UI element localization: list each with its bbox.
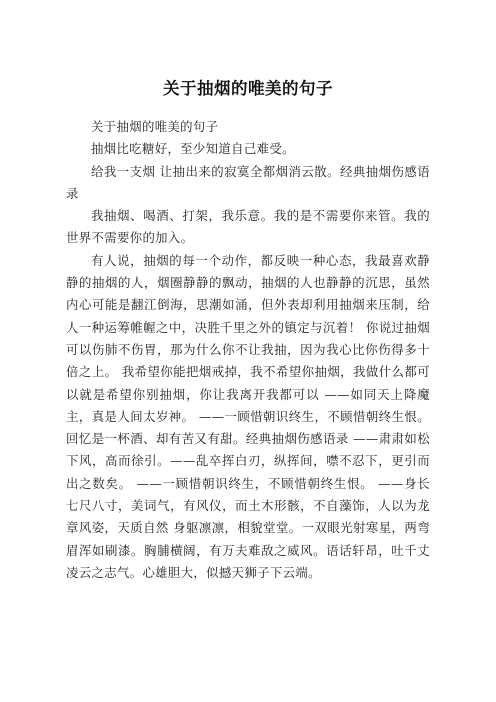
paragraph-5: 有人说，抽烟的每一个动作，都反映一种心态，我最喜欢静静的抽烟的人，烟圈静静的飘动，抽烟的人也静静的沉思，虽然内心可能是翻江倒海，思潮如涌，但外表却利用抽烟来压制，给人一种运筹帷幄之中，决胜千里之外的镇定与沉着！ 你说过抽烟可以伤肺不伤胃，那为什么你不让我抽，因为我心比你伤得多十倍之上。 我希望你能把烟戒掉，我不希望你抽烟，我做什么都可以就是希望你别抽烟，你让我离开我都可以 ——如同天上降魔主，真是人间太岁神。 ——一顾惜朝识终生，不顾惜朝终生恨。 回忆是一杯酒、却有苦又有甜。经典抽烟伤感语录 ——肃肃如松下风，高而徐引。——乱卒挥白刃，纵挥间，噤不忍下，更引而出之数矣。 ——一顾惜朝识终生，不顾惜朝终生恨。 ——身长七尺八寸，美词气，有风仪，而土木形骸，不自藻饰，人以为龙章风姿，天质自然 身躯凛凛，相貌堂堂。一双眼光射寒星，两弯眉浑如刷漆。胸脯横阔，有万夫难敌之威风。语话轩昂，吐千丈凌云之志气。心雄胆大，似撼天狮子下云端。 xyxy=(66,252,430,580)
paragraph-3: 给我一支烟 让抽出来的寂寞全都烟消云散。经典抽烟伤感语录 xyxy=(66,163,430,201)
paragraph-4: 我抽烟、喝酒、打架，我乐意。我的是不需要你来管。我的世界不需要你的加入。 xyxy=(66,208,430,246)
paragraph-1: 关于抽烟的唯美的句子 xyxy=(91,119,219,134)
document-title: 关于抽烟的唯美的句子 xyxy=(163,79,333,98)
document-body xyxy=(66,116,430,584)
paragraph-2: 抽烟比吃糖好，至少知道自己难受。 xyxy=(91,141,295,157)
